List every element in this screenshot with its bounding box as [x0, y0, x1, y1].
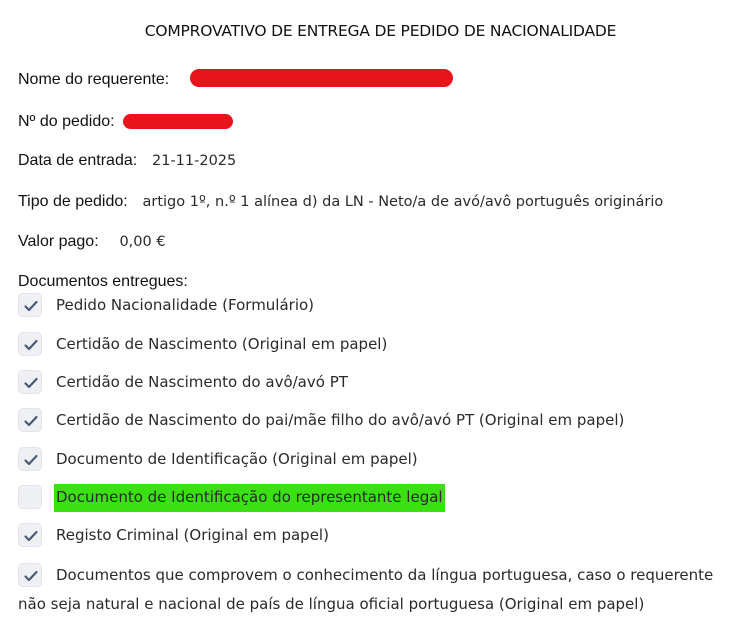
field-valor	[18, 232, 166, 251]
field-data	[18, 151, 236, 170]
checkbox-doc-8[interactable]	[18, 563, 42, 587]
document-item-label-highlighted: Documento de Identificação do representante legal	[54, 484, 445, 512]
field-valor-value: 0,00 €	[119, 234, 166, 250]
document-item-label: Certidão de Nascimento do pai/mãe filho do avô/avó PT (Original em papel)	[56, 411, 625, 429]
field-valor-label: Valor pago:	[18, 233, 99, 250]
redaction-mark-name	[190, 69, 453, 87]
checkbox-doc-2[interactable]	[18, 332, 42, 356]
document-item-label: Certidão de Nascimento do avô/avó PT	[56, 373, 348, 391]
field-pedido-label: Nº do pedido:	[18, 113, 115, 130]
check-icon	[23, 452, 39, 468]
field-requerente-label: Nome do requerente:	[18, 71, 170, 88]
field-tipo	[18, 192, 663, 211]
document-item-label: Certidão de Nascimento (Original em papel)	[56, 335, 388, 353]
check-icon	[23, 375, 39, 391]
field-tipo-label: Tipo de pedido:	[18, 193, 128, 210]
check-icon	[23, 568, 39, 584]
document-title: COMPROVATIVO DE ENTREGA DE PEDIDO DE NACIONALIDADE	[144, 22, 617, 40]
document-item-continuation: não seja natural e nacional de país de língua oficial portuguesa (Original em papel)	[18, 595, 645, 613]
field-tipo-value: artigo 1º, n.º 1 alínea d) da LN - Neto/a de avó/avô português originário	[142, 194, 664, 210]
checkbox-doc-6[interactable]	[18, 485, 42, 509]
check-icon	[23, 528, 39, 544]
checkbox-doc-7[interactable]	[18, 523, 42, 547]
checkbox-doc-1[interactable]	[18, 293, 42, 317]
documents-heading: Documentos entregues:	[18, 273, 188, 290]
checkbox-doc-3[interactable]	[18, 370, 42, 394]
redaction-mark-pedido	[123, 114, 233, 129]
check-icon	[23, 337, 39, 353]
check-icon	[23, 298, 39, 314]
document-item-label: Documento de Identificação (Original em papel)	[56, 450, 418, 468]
checkbox-doc-4[interactable]	[18, 408, 42, 432]
field-data-value: 21-11-2025	[151, 153, 237, 169]
checkbox-doc-5[interactable]	[18, 447, 42, 471]
field-data-label: Data de entrada:	[18, 152, 138, 169]
document-item-label: Registo Criminal (Original em papel)	[56, 526, 329, 544]
check-icon	[23, 413, 39, 429]
field-requerente	[18, 70, 169, 89]
document-item-label: Pedido Nacionalidade (Formulário)	[56, 296, 315, 314]
document-item-label: Documentos que comprovem o conhecimento da língua portuguesa, caso o requerente	[56, 566, 714, 584]
